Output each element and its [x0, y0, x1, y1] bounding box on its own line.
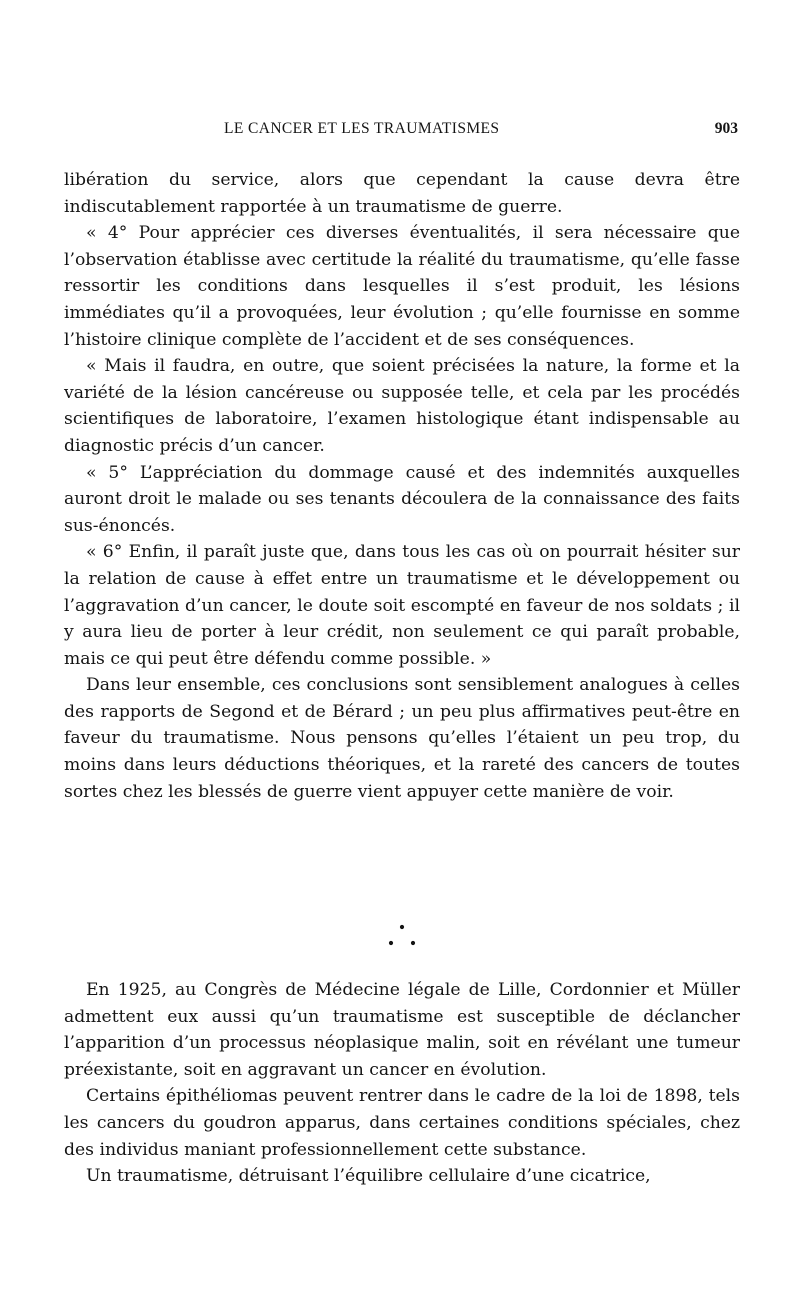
paragraph-point-4: « 4° Pour apprécier ces diverses éventualités, il sera nécessaire que l’observation établisse avec certitude la réalité du traumatisme, qu’elle fasse ressortir les conditions dans lesquelles il s’est produit, les lésions immédiates qu’il a provoquées, leur évolution ; qu’elle fournisse en somme l’histoire clinique complète de l’accident et de ses conséquences. [64, 223, 740, 350]
paragraph-point-6: « 6° Enfin, il paraît juste que, dans tous les cas où on pourrait hésiter sur la relation de cause à effet entre un traumatisme et le développement ou l’aggravation d’un cancer, le doute soit escompté en faveur de nos soldats ; il y aura lieu de porter à leur crédit, non seulement ce qui paraît probable, mais ce qui peut être défendu comme possible. » [64, 542, 740, 669]
asterism-divider [380, 918, 424, 954]
paragraph-traumatism: Un traumatisme, détruisant l’équilibre cellulaire d’une cicatrice, [86, 1166, 651, 1187]
paragraph-epitheliomas: Certains épithéliomas peuvent rentrer dans le cadre de la loi de 1898, tels les cancers du goudron apparus, dans certaines conditions spéciales, chez des individus maniant professionnellement cette substance. [64, 1086, 740, 1160]
page-header [66, 120, 738, 144]
paragraph-conclusions: Dans leur ensemble, ces conclusions sont sensiblement analogues à celles des rapports de Segond et de Bérard ; un peu plus affirmatives peut-être en faveur du traumatisme. Nous pensons qu’elles l’étaient un peu trop, du moins dans leurs déductions théoriques, et la rareté des cancers de toutes sortes chez les blessés de guerre vient appuyer cette manière de voir. [64, 675, 740, 802]
section-2-text [64, 977, 740, 1190]
paragraph-continuation: libération du service, alors que cependant la cause devra être indiscutablement rapportée à un traumatisme de guerre. [64, 170, 740, 217]
body-text [64, 167, 740, 805]
page-number: 903 [714, 120, 738, 137]
asterism-icon [380, 918, 424, 954]
running-title: LE CANCER ET LES TRAUMATISMES [224, 120, 500, 137]
paragraph-point-5: « 5° L’appréciation du dommage causé et des indemnités auxquelles auront droit le malade ou ses tenants découlera de la connaissance des faits sus-énoncés. [64, 462, 740, 536]
paragraph-lesion-nature: « Mais il faudra, en outre, que soient précisées la nature, la forme et la variété de la lésion cancéreuse ou supposée telle, et cela par les procédés scientifiques de laboratoire, l’examen histologique étant indispensable au diagnostic précis d’un cancer. [64, 356, 740, 456]
paragraph-congress-1925: En 1925, au Congrès de Médecine légale de Lille, Cordonnier et Müller admettent eux aussi qu’un traumatisme est susceptible de déclancher l’apparition d’un processus néoplasique malin, soit en révélant une tumeur préexistante, soit en aggravant un cancer en évolution. [64, 980, 740, 1080]
